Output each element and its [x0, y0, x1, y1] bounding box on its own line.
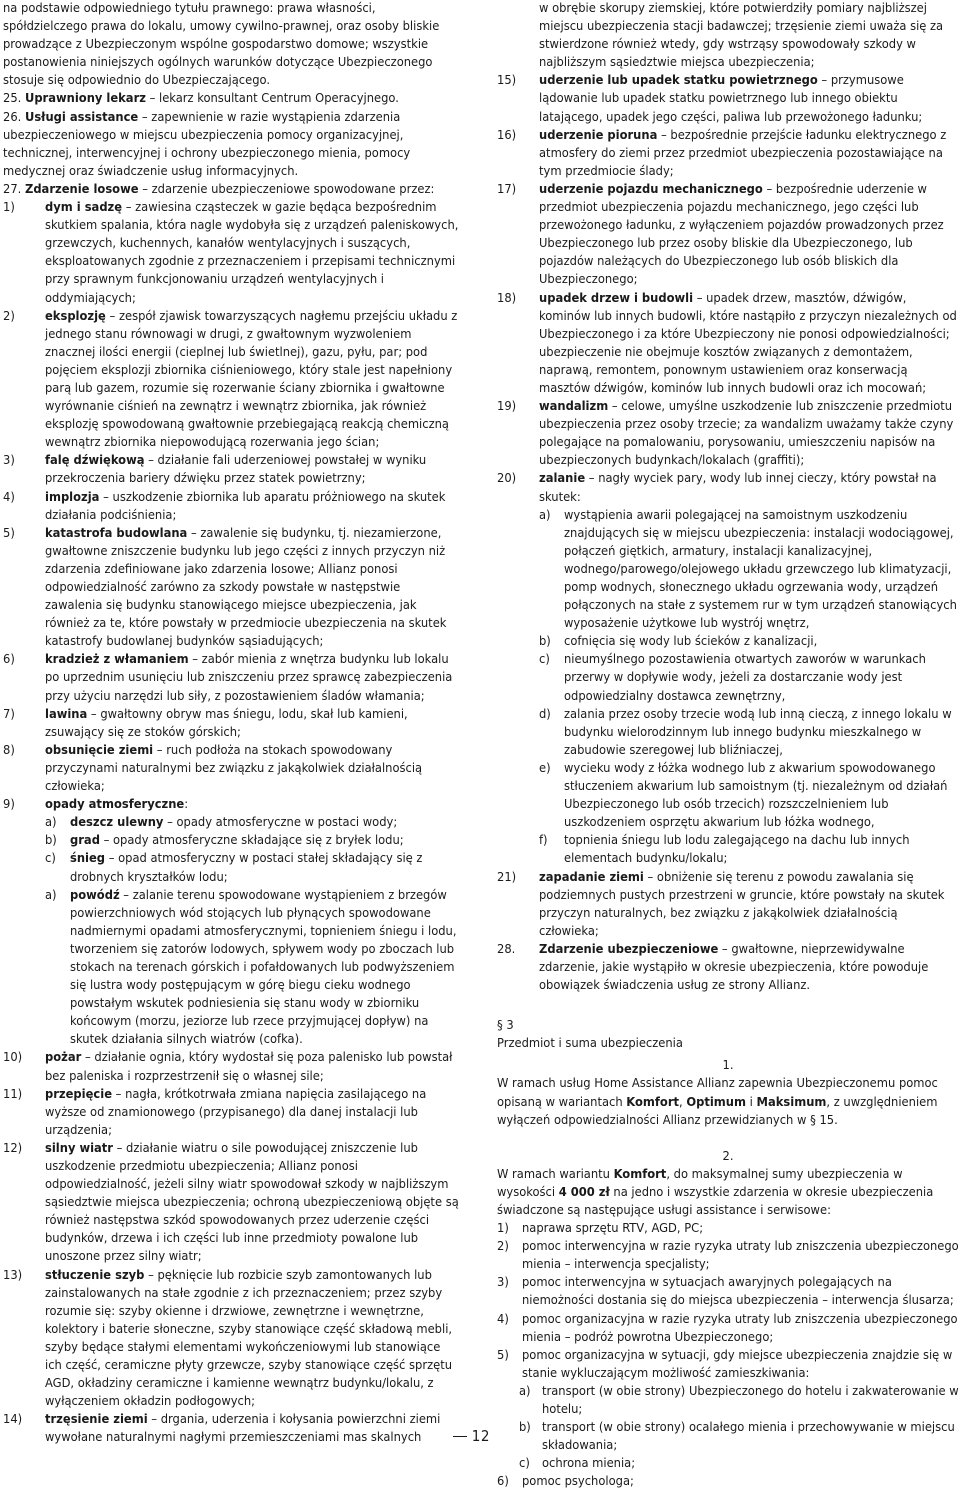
paragraph-text: W ramach usług Home Assistance Allianz zapewnia Ubezpieczonemu pomoc opisaną w wariantach — [497, 1076, 938, 1110]
sub-list-item — [3, 832, 460, 850]
item-term: lawina — [45, 706, 88, 722]
item-text: – obniżenie się terenu z powodu zawalania się podziemnych pustych przestrzeni w gruncie, które powstały na skutek przyczyn naturalnych, bez związku z jakąkolwiek działalnością człowieka; — [539, 869, 945, 939]
definition-25 — [3, 90, 460, 108]
item-number: 16) — [497, 127, 517, 143]
paragraph-number-2: 2. — [722, 1148, 734, 1164]
list-item — [497, 1238, 959, 1274]
item-number: 1) — [497, 1221, 509, 1237]
sub-list-item — [497, 760, 959, 832]
definition-text: – zdarzenie ubezpieczeniowe spowodowane przez: — [138, 181, 435, 197]
item-number: 10) — [3, 1050, 23, 1066]
item-term: opady atmosferyczne — [45, 797, 185, 813]
variant-komfort: Komfort — [613, 1166, 667, 1182]
sub-item-text: nieumyślnego pozostawienia otwartych zaworów w warunkach przerwy w dopływie wody, jeżeli za dostarczanie wody jest odpowiedzialny dostawca zewnętrzny, — [564, 652, 926, 704]
list-item — [497, 181, 959, 290]
item-text: – zawiesina cząsteczek w gazie będąca bezpośrednim skutkiem spalania, która nagle wydobyła się z urządzeń paleniskowych, grzewczych, kuchennych, kanałów wentylacyjnych i suszących, eksploatowanych zgodnie z przeznaczeniem i przepisami technicznymi przy sprawnym funkcjonowaniu urządzeń wentylacyjnych i oddymiających; — [45, 200, 459, 306]
list-item — [3, 706, 460, 742]
definition-term: Zdarzenie ubezpieczeniowe — [539, 941, 719, 957]
event-list-1 — [3, 199, 460, 814]
footer-dash — [453, 1436, 467, 1437]
sub-item-letter: e) — [539, 760, 551, 776]
sub-item-term: powódź — [70, 887, 120, 903]
item-term: katastrofa budowlana — [45, 525, 188, 541]
right-column — [497, 0, 959, 1492]
item-term: silny wiatr — [45, 1140, 113, 1156]
list-item — [3, 1086, 460, 1140]
item-number: 12) — [3, 1140, 23, 1156]
page-footer — [453, 1427, 490, 1445]
list-item — [3, 452, 460, 488]
item-number: 9) — [3, 797, 15, 813]
list-item — [497, 470, 959, 506]
sub-item-text: – opady atmosferyczne w postaci wody; — [163, 815, 398, 831]
definition-number: 25. — [3, 91, 22, 107]
paragraph-2 — [497, 1166, 959, 1220]
definition-term: Zdarzenie losowe — [24, 181, 139, 197]
list-item — [3, 1049, 460, 1085]
list-item — [497, 72, 959, 126]
sub-list-item — [497, 507, 959, 634]
section-mark: § 3 — [497, 1018, 514, 1034]
event-list-2 — [3, 1049, 460, 1447]
item-text: – działanie fali uderzeniowej powstałej w wyniku przekroczenia bariery dźwięku przez statek powietrzny; — [45, 453, 427, 487]
item-number: 15) — [497, 73, 517, 89]
paragraph-number-1: 1. — [722, 1058, 734, 1074]
variant-komfort: Komfort — [626, 1094, 680, 1110]
sub-item-term: grad — [70, 833, 100, 849]
definition-number: 28. — [497, 941, 516, 957]
item-number: 3) — [497, 1275, 509, 1291]
list-item — [3, 489, 460, 525]
left-column — [3, 0, 460, 1448]
definition-number: 27. — [3, 181, 22, 197]
sub-item-text: – opad atmosferyczny w postaci stałej składający się z drobnych kryształków lodu; — [70, 851, 423, 885]
item-number: 21) — [497, 869, 517, 885]
sub-item-term: śnieg — [70, 851, 106, 867]
item-text: – drgania, uderzenia i kołysania powierzchni ziemi wywołane naturalnymi nagłymi przemieszczeniami mas skalnych — [45, 1412, 441, 1446]
paragraph-text: W ramach wariantu — [497, 1166, 614, 1182]
sub-list-item — [3, 814, 460, 832]
list-item — [3, 742, 460, 796]
item-number: 2) — [497, 1239, 509, 1255]
definition-term: Usługi assistance — [24, 109, 139, 125]
list-item — [497, 398, 959, 470]
sub-item-text: ochrona mienia; — [542, 1456, 636, 1472]
list-item — [3, 199, 460, 308]
item-number: 8) — [3, 742, 15, 758]
variant-optimum: Optimum — [686, 1094, 746, 1110]
sub-item-letter: d) — [539, 706, 551, 722]
item-text: – nagły wyciek pary, wody lub innej cieczy, który powstał na skutek: — [539, 471, 937, 505]
item-text: – działanie ognia, który wydostał się poza palenisko lub powstał bez paleniska i rozprzestrzenił się o własnej sile; — [45, 1050, 453, 1084]
sub-item-text: cofnięcia się wody lub ścieków z kanalizacji, — [564, 634, 818, 650]
definition-text: – lekarz konsultant Centrum Operacyjnego. — [145, 91, 399, 107]
list-item — [3, 651, 460, 705]
precipitation-sublist — [3, 814, 460, 1049]
paragraph-1 — [497, 1075, 959, 1129]
section-title: Przedmiot i suma ubezpieczenia — [497, 1036, 683, 1052]
sub-list-item — [497, 1383, 959, 1419]
list-item — [497, 1347, 959, 1383]
event-list-3 — [497, 72, 959, 506]
item-term: wandalizm — [539, 399, 609, 415]
item-text: – gwałtowny obryw mas śniegu, lodu, skał lub kamieni, zsuwający się ze stoków górskich; — [45, 706, 408, 740]
sub-list-item — [497, 706, 959, 760]
item-text: – zespół zjawisk towarzyszących nagłemu przejściu układu z jednego stanu równowagi w drugi, z gwałtownym wyzwoleniem znacznej ilości energii (cieplnej lub świetlnej), gazu, pyłu, par; pod pojęciem eksplozji zbiornika ciśnieniowego, który stale jest napełniony parą lub gazem, rozumie się rozerwanie ściany zbiornika i gwałtowne wyrównanie ciśnień na zewnątrz i wewnątrz zbiornika, jak również eksplozję spowodowaną gwałtownie przebiegającą reakcją chemiczną wewnątrz zbiornika niepowodującą rozerwania jego ścian; — [45, 308, 458, 451]
item-text: – nagła, krótkotrwała zmiana napięcia zasilającego na wyższe od znamionowego (przypisanego) dla danej instalacji lub urządzenia; — [45, 1086, 427, 1138]
sub-list-item — [497, 1419, 959, 1455]
sub-list-item — [497, 651, 959, 705]
item-number: 6) — [3, 652, 15, 668]
item-number: 7) — [3, 706, 15, 722]
item-text: : — [184, 797, 189, 813]
paragraph-text: i — [746, 1094, 757, 1110]
item-term: stłuczenie szyb — [45, 1267, 145, 1283]
item-number: 20) — [497, 471, 517, 487]
item-text: – bezpośrednie uderzenie w przedmiot ubezpieczenia pojazdu mechanicznego, jego części lub przewożonego ładunku, z wyłączeniem pojazdów prowadzonych przez Ubezpieczonego lub przez osoby bliskie dla Ubezpieczonego, lub pojazdów należących do Ubezpieczonego lub osób bliskich dla Ubezpieczonego; — [539, 181, 944, 288]
item-text: – zawalenie się budynku, tj. niezamierzone, gwałtowne zniszczenie budynku lub jego części z innych przyczyn niż zdarzenia zdefiniowane jako zdarzenia losowe; Allianz ponosi odpowiedzialność zarówno za szkody powstałe w następstwie zawalenia się budynku stanowiącego miejsce ubezpieczenia, jak również za te, które powstały w przedmiocie ubezpieczenia na skutek katastrofy budowlanej budynków sąsiadujących; — [45, 525, 447, 650]
sub-item-text: topnienia śniegu lub lodu zalegającego na dachu lub innych elementach budynku/lokalu; — [564, 833, 910, 867]
intro-paragraph: na podstawie odpowiedniego tytułu prawnego: prawa własności, spółdzielczego prawa do lokalu, umowy cywilno-prawnej, oraz osoby bliskie prowadzące z Ubezpieczonym wspólne gospodarstwo domowe; wszystkie postanowienia niniejszych ogólnych warunków dotyczące Ubezpieczonego stosuje się odpowiednio do Ubezpieczającego. — [3, 1, 440, 89]
item-text: pomoc organizacyjna w razie ryzyka utraty lub zniszczenia ubezpieczonego mienia – podróż powrotna Ubezpieczonego; — [522, 1311, 958, 1345]
sub-list-item — [3, 850, 460, 886]
paragraph-text: , — [679, 1094, 687, 1110]
sub-item-letter: f) — [539, 833, 548, 849]
sub-list-item — [497, 832, 959, 868]
item-term: dym i sadzę — [45, 200, 123, 216]
item-term: kradzież z włamaniem — [45, 652, 189, 668]
list-item — [497, 1473, 959, 1491]
item-number: 6) — [497, 1474, 509, 1490]
services-list — [497, 1220, 959, 1491]
sub-item-letter: b) — [539, 634, 551, 650]
item-term: upadek drzew i budowli — [539, 290, 694, 306]
item-term: uderzenie pojazdu mechanicznego — [539, 181, 763, 197]
item-number: 17) — [497, 181, 517, 197]
list-item — [497, 1311, 959, 1347]
list-item — [497, 127, 959, 181]
list-item — [497, 1220, 959, 1238]
item-text: – pęknięcie lub rozbicie szyb zamontowanych lub zainstalowanych na stałe zgodnie z ich przeznaczeniem; przez szyby rozumie się: szyby okienne i drzwiowe, zewnętrzne i wewnętrzne, kolektory i baterie słoneczne, szyby stanowiące część składową mebli, szyby będące stałymi elementami wykończeniowymi lub stanowiące ich część, ceramiczne płyty grzewcze, szyby stanowiące część sprzętu AGD, okładziny ceramiczne i kamienne wewnątrz budynku/lokalu, z wyłączeniem okładzin podłogowych; — [45, 1267, 453, 1410]
sub-item-term: deszcz ulewny — [70, 815, 164, 831]
item-text: – działanie wiatru o sile powodującej zniszczenie lub uszkodzenie przedmiotu ubezpieczenia; Allianz ponosi odpowiedzialność, jeżeli silny wiatr spowodował szkody w najbliższym sąsiedztwie miejsca ubezpieczenia; ochroną ubezpieczeniową objęte są również następstwa szkód spowodowanych przez uderzenie części budynków, drzewa i ich części lub inne przedmioty powalone lub unoszone przez silny wiatr; — [45, 1140, 459, 1265]
item-number: 4) — [497, 1311, 509, 1327]
sub-item-text: wystąpienia awarii polegającej na samoistnym uszkodzeniu znajdujących się w miejscu ubezpieczenia: instalacji wodociągowej, połączeń giętkich, armatury, instalacji kanalizacyjnej, wodnego/parowego/olejowego układu grzewczego lub klimatyzacji, pomp wodnych, słonecznego układu ogrzewania wody, urządzeń połączonych na stałe z systemem rur w tym urządzeń stanowiących wyposażenie użytkowe lub wystrój wnętrz, — [564, 507, 957, 632]
list-item — [3, 1140, 460, 1267]
sub-item-text: transport (w obie strony) ocalałego mienia i przechowywanie w miejscu składowania; — [542, 1420, 955, 1454]
sub-item-letter: c) — [45, 851, 56, 867]
sub-item-letter: c) — [519, 1456, 530, 1472]
item-term: uderzenie pioruna — [539, 127, 658, 143]
list-item-21 — [497, 869, 959, 941]
sub-list-item — [3, 887, 460, 1050]
list-item — [3, 1411, 460, 1447]
paragraph-text: na jedno i wszystkie zdarzenia w okresie ubezpieczenia świadczone są następujące usługi assistance i serwisowe: — [497, 1184, 934, 1218]
item-text: pomoc psychologa; — [522, 1474, 634, 1490]
item-term: uderzenie lub upadek statku powietrznego — [539, 73, 818, 89]
item-number: 3) — [3, 453, 15, 469]
list-item — [3, 1267, 460, 1412]
item-text: naprawa sprzętu RTV, AGD, PC; — [522, 1221, 704, 1237]
list-item — [497, 290, 959, 399]
definition-28 — [497, 941, 959, 995]
item-text: pomoc interwencyjna w razie ryzyka utraty lub zniszczenia ubezpieczonego mienia – interwencja specjalisty; — [522, 1239, 959, 1273]
definition-text: – gwałtowne, nieprzewidywalne zdarzenie, jakie wystąpiło w okresie ubezpieczenia, które powoduje obowiązek świadczenia usług ze strony Allianz. — [539, 941, 929, 994]
sub-item-text: transport (w obie strony) Ubezpieczonego do hotelu i zakwaterowanie w hotelu; — [542, 1383, 959, 1418]
definition-text: – zapewnienie w razie wystąpienia zdarzenia ubezpieczeniowego w miejscu ubezpieczenia pomocy organizacyjnej, technicznej, interwencyjnej i ochrony ubezpieczonego mienia, pomocy medycznej oraz świadczenie usług informacyjnych. — [3, 109, 411, 179]
item-number: 4) — [3, 489, 15, 505]
list-item — [3, 525, 460, 652]
item-term: falę dźwiękową — [45, 453, 145, 469]
sub-item-letter: a) — [45, 887, 57, 903]
sub-item-letter: c) — [539, 652, 550, 668]
item-number: 18) — [497, 290, 517, 306]
item-number: 14) — [3, 1412, 23, 1428]
item-text: – przymusowe lądowanie lub upadek statku powietrznego lub innego obiektu latającego, upadek jego części, paliwa lub przewożonego ładunku; — [539, 73, 923, 125]
item-term: obsunięcie ziemi — [45, 742, 154, 758]
sub-item-letter: b) — [45, 833, 57, 849]
item-text: pomoc interwencyjna w sytuacjach awaryjnych polegających na niemożności dostania się do miejsca ubezpieczenia – interwencja ślusarza; — [522, 1275, 954, 1309]
item-number: 5) — [497, 1347, 509, 1363]
item-number: 13) — [3, 1267, 23, 1283]
sub-list-item — [497, 1455, 959, 1473]
sub-item-text: wycieku wody z łóżka wodnego lub z akwarium spowodowanego stłuczeniem akwarium lub samoistnym (tj. niezależnym od działań Ubezpieczonego lub osób trzecich) rozszczelnieniem lub uszkodzeniem osprzętu akwarium lub łóżka wodnego, — [564, 760, 948, 831]
item-term: zapadanie ziemi — [539, 869, 644, 885]
item-number: 2) — [3, 308, 15, 324]
item-text: – bezpośrednie przejście ładunku elektrycznego z atmosfery do ziemi przez przedmiot ubezpieczenia pozostawiające na tym przedmiocie ślady; — [539, 127, 947, 179]
paragraph-text: , do maksymalnej sumy ubezpieczenia w wysokości — [497, 1166, 903, 1200]
list-item — [497, 1274, 959, 1310]
definition-27 — [3, 181, 460, 199]
sub-item-text: – zalanie terenu spowodowane wystąpieniem z brzegów powierzchniowych wód stojących lub płynących spowodowane nadmiernymi opadami atmosferycznymi, topnieniem śniegu i lodu, tworzeniem się zatorów lodowych, spływem wody po zboczach lub stokach na terenach górskich i pofałdowanych lub podwyższeniem się lustra wody postępującym w górę biegu cieku wodnego powstałym wskutek podniesienia się stanu wody w zbiorniku końcowym (morzu, jeziorze lub rzece przyjmującej dopływ) na skutek działania silnych wiatrów (cofka). — [70, 887, 457, 1048]
list-item — [3, 796, 460, 814]
item-number: 19) — [497, 399, 517, 415]
item-text: – upadek drzew, masztów, dźwigów, kominów lub innych budowli, które nastąpiło z przyczyn niezależnych od Ubezpieczonego i za które Ubezpieczony nie ponosi odpowiedzialności; ubezpieczenie nie obejmuje kosztów związanych z demontażem, naprawą, remontem, ponownym ustawieniem oraz konserwacją masztów dźwigów, kominów lub innych budowli oraz ich mocowań; — [539, 290, 957, 396]
list-item — [3, 308, 460, 453]
item-number: 11) — [3, 1086, 23, 1102]
sub-item-text: – opady atmosferyczne składające się z bryłek lodu; — [99, 833, 404, 849]
item-term: zalanie — [539, 471, 586, 487]
item-term: przepięcie — [45, 1086, 113, 1102]
item-text: pomoc organizacyjna w sytuacji, gdy miejsce ubezpieczenia znajdzie się w stanie wykluczającym możliwość zamieszkiwania: — [522, 1347, 953, 1381]
item-number: 1) — [3, 200, 15, 216]
page-number: 12 — [471, 1427, 490, 1445]
sub-item-letter: a) — [539, 507, 551, 523]
definition-number: 26. — [3, 109, 22, 125]
item-text: – zabór mienia z wnętrza budynku lub lokalu po uprzednim usunięciu lub zniszczeniu przez sprawcę zabezpieczenia przy użyciu narzędzi lub siły, z pozostawieniem śladów włamania; — [45, 652, 453, 704]
sum-insured: 4 000 zł — [558, 1184, 610, 1200]
item-term: implozja — [45, 489, 100, 505]
item-number: 5) — [3, 525, 15, 541]
item-term: eksplozję — [45, 308, 106, 324]
sub-item-letter: a) — [519, 1383, 531, 1399]
sub-item-letter: b) — [519, 1420, 531, 1436]
sub-list-item — [497, 633, 959, 651]
item-term: trzęsienie ziemi — [45, 1412, 148, 1428]
sub-item-text: zalania przez osoby trzecie wodą lub inną cieczą, z innego lokalu w budynku wielorodzinnym lub innego budynku mieszkalnego w zabudowie szeregowej lub bliźniaczej, — [564, 706, 952, 758]
item-term: pożar — [45, 1050, 82, 1066]
definition-26 — [3, 109, 460, 181]
sub-item-letter: a) — [45, 815, 57, 831]
item-text: – celowe, umyślne uszkodzenie lub zniszczenie przedmiotu ubezpieczenia przez osoby trzecie; za wandalizm uważamy także czyny polegające na pomalowaniu, porysowaniu, umieszczeniu napisów na ubezpieczonych budynkach/lokalach (graffiti); — [539, 399, 954, 469]
item-14-continuation: w obrębie skorupy ziemskiej, które potwierdziły pomiary najbliższej miejscu ubezpieczenia stacji badawczej; trzęsienie ziemi uważa się za stwierdzone również wtedy, gdy wstrząsy spowodowały szkody w najbliższym sąsiedztwie miejsca ubezpieczenia; — [539, 1, 944, 71]
flooding-sublist — [497, 507, 959, 869]
item-text: – ruch podłoża na stokach spowodowany przyczynami naturalnymi bez związku z jakąkolwiek działalnością człowieka; — [45, 742, 423, 795]
item-text: – uszkodzenie zbiornika lub aparatu próżniowego na skutek działania podciśnienia; — [45, 489, 446, 523]
variant-maksimum: Maksimum — [756, 1094, 827, 1110]
definition-term: Uprawniony lekarz — [24, 91, 146, 107]
paragraph-text: , z uwzględnieniem wyłączeń odpowiedzialności Allianz przewidzianych w § 15. — [497, 1094, 938, 1128]
